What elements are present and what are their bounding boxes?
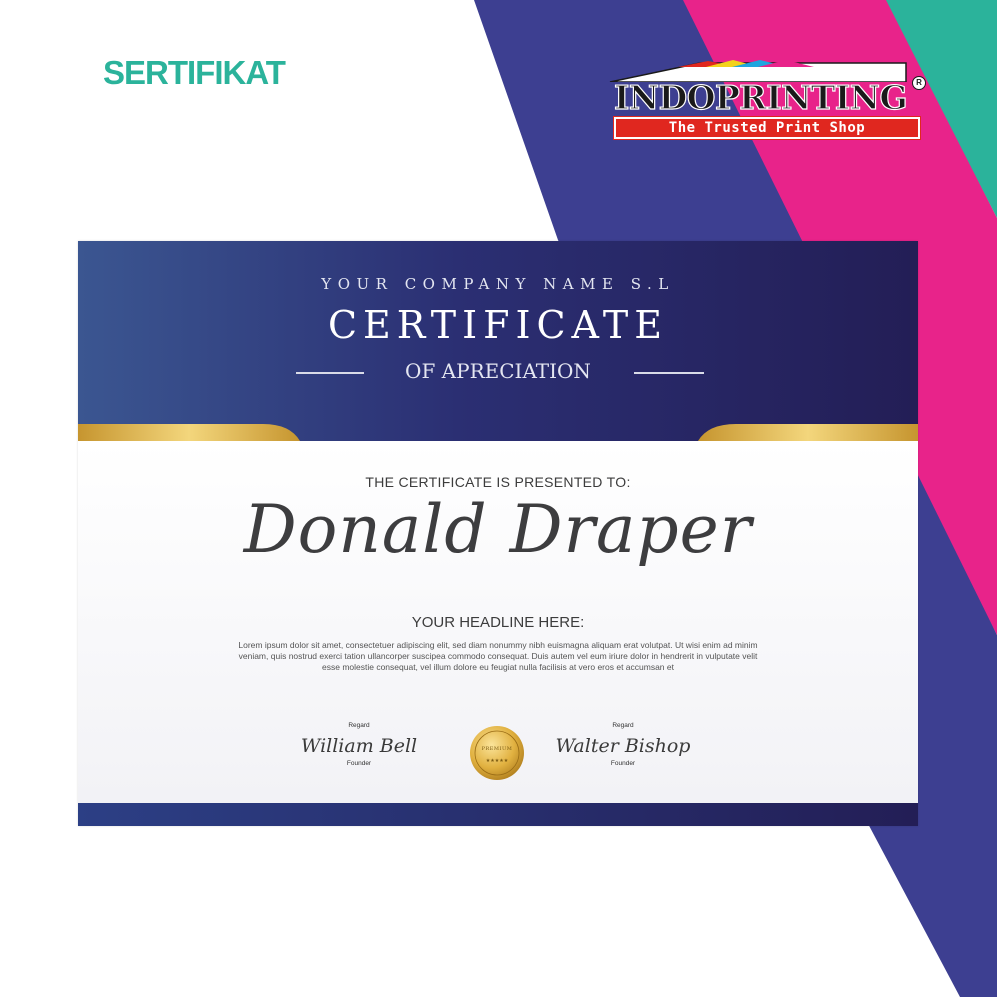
gold-seal-icon xyxy=(469,725,525,781)
seal-label: PREMIUM xyxy=(481,746,513,752)
signature-right xyxy=(543,722,703,768)
signature-regard: Regard xyxy=(612,722,634,729)
certificate-footer-band xyxy=(78,803,918,826)
certificate-subtitle: OF APRECIATION xyxy=(405,359,591,383)
recipient-name: Donald Draper xyxy=(243,491,753,568)
subtitle-rule-right xyxy=(634,372,704,374)
presented-to-label: THE CERTIFICATE IS PRESENTED TO: xyxy=(365,474,631,490)
headline: YOUR HEADLINE HERE: xyxy=(411,614,585,631)
signature-left xyxy=(279,722,439,768)
signature-name: Walter Bishop xyxy=(555,735,691,757)
certificate-title: CERTIFICATE xyxy=(327,303,668,347)
company-name: YOUR COMPANY NAME S.L xyxy=(321,275,675,293)
svg-text:★★★★★: ★★★★★ xyxy=(485,758,509,764)
registered-mark: R xyxy=(912,76,926,90)
certificate-card xyxy=(78,241,918,826)
signature-name: William Bell xyxy=(300,735,418,757)
brand-logo xyxy=(606,58,928,144)
body-text: Lorem ipsum dolor sit amet, consectetuer adipiscing elit, sed diam nonummy nibh euismagna aliquam erat volutpat. Ut wisi enim ad minim veniam, quis nostrud exerci tation ullancorper suscipea commodo consequat. Duis autem vel eum iriure dolor in hendrerit in vulputate velit esse molestie consequat, vel illum dolore eu feugiat nulla facilisis at vero eros et accumsan et xyxy=(238,640,758,672)
logo-tagline: The Trusted Print Shop xyxy=(614,117,920,139)
signature-regard: Regard xyxy=(348,722,370,729)
page-title: SERTIFIKAT xyxy=(103,54,285,91)
signature-role: Founder xyxy=(610,760,636,767)
signature-role: Founder xyxy=(346,760,372,767)
logo-wordmark: INDOPRINTING xyxy=(614,78,908,117)
